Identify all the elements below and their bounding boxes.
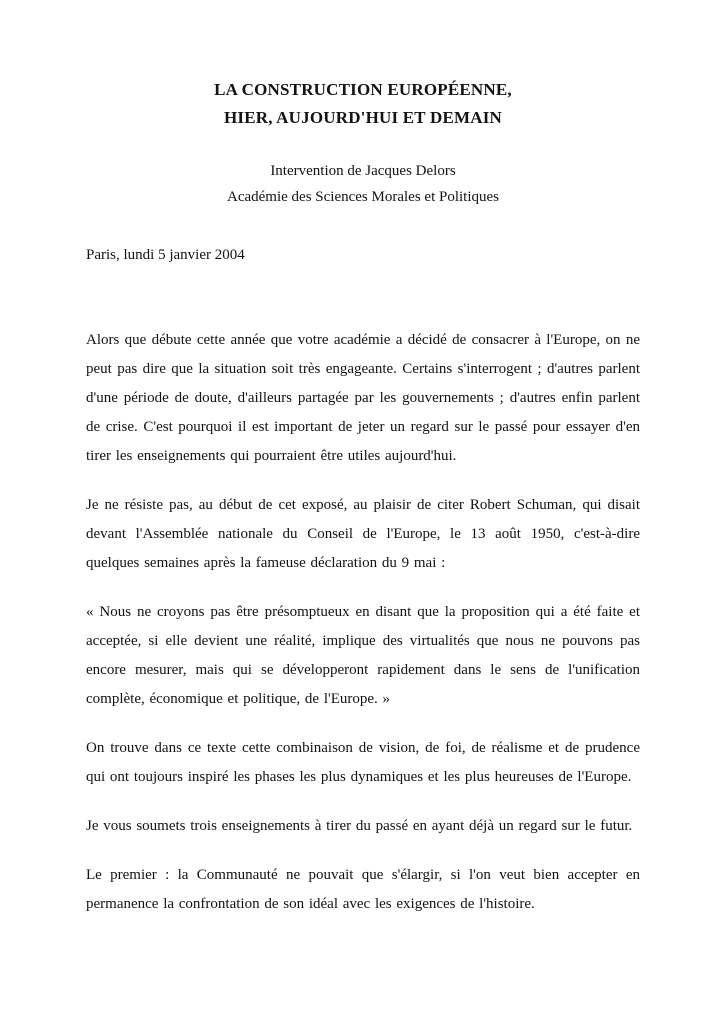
paragraph: Je ne résiste pas, au début de cet exposé, au plaisir de citer Robert Schuman, qui disait devant l'Assemblée nationale du Conseil de l'Europe, le 13 août 1950, c'est-à-dire quelques semaines après la fameuse déclaration du 9 mai : — [86, 497, 640, 571]
paragraph: Je vous soumets trois enseignements à tirer du passé en ayant déjà un regard sur le futur. — [86, 818, 633, 834]
title-line-1: LA CONSTRUCTION EUROPÉENNE, — [214, 80, 512, 99]
paragraph: « Nous ne croyons pas être présomptueux en disant que la proposition qui a été faite et acceptée, si elle devient une réalité, implique des virtualités que nous ne pouvons pas encore mesurer, mais qui se développeront rapidement dans le sens de l'unification complète, économique et politique, de l'Europe. » — [86, 604, 640, 707]
paragraph: Le premier : la Communauté ne pouvait que s'élargir, si l'on veut bien accepter en permanence la confrontation de son idéal avec les exigences de l'histoire. — [86, 867, 640, 912]
subtitle-line-1: Intervention de Jacques Delors — [270, 163, 456, 179]
title-line-2: HIER, AUJOURD'HUI ET DEMAIN — [223, 108, 503, 127]
subtitle-line-2: Académie des Sciences Morales et Politiques — [226, 189, 499, 205]
document-body — [86, 326, 640, 919]
paragraph: On trouve dans ce texte cette combinaison de vision, de foi, de réalisme et de prudence qui ont toujours inspiré les phases les plus dynamiques et les plus heureuses de l'Europe. — [86, 740, 640, 785]
document-title — [86, 76, 640, 132]
paragraph: Alors que débute cette année que votre académie a décidé de consacrer à l'Europe, on ne peut pas dire que la situation soit très engageante. Certains s'interrogent ; d'autres parlent d'une période de doute, d'ailleurs partagée par les gouvernements ; d'autres enfin parlent de crise. C'est pourquoi il est important de jeter un regard sur le passé pour essayer d'en tirer les enseignements qui pourraient être utiles aujourd'hui. — [86, 332, 640, 464]
dateline: Paris, lundi 5 janvier 2004 — [86, 247, 245, 263]
document-subtitle — [86, 158, 640, 210]
